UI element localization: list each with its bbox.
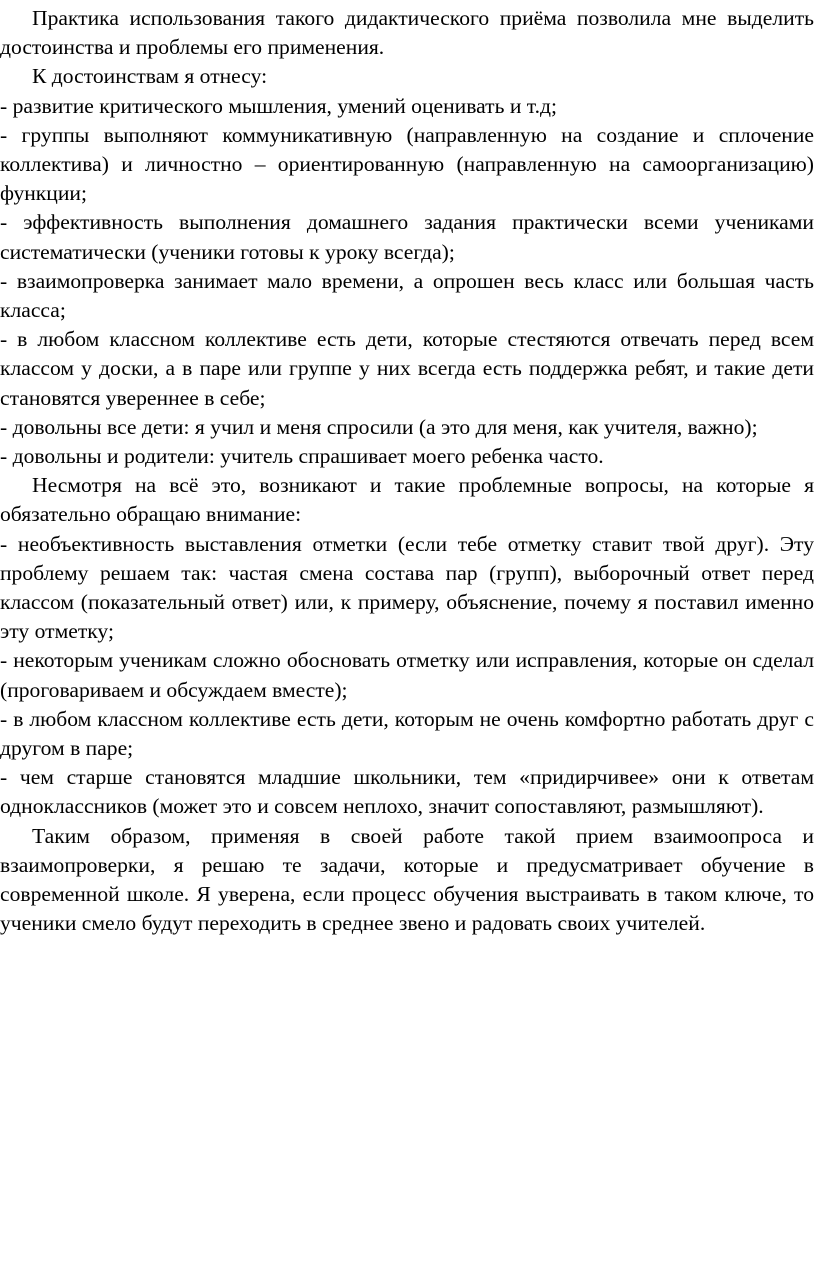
list-item-problem: - необъективность выставления отметки (если тебе отметку ставит твой друг). Эту проблему решаем так: частая смена состава пар (групп), выборочный ответ перед классом (показательный ответ) или, к примеру, объяснение, почему я поставил именно эту отметку;	[0, 531, 814, 644]
list-item-advantage: - довольны все дети: я учил и меня спросили (а это для меня, как учителя, важно);	[0, 414, 758, 439]
list-item-advantage: - эффективность выполнения домашнего задания практически всеми учениками систематически (ученики готовы к уроку всегда);	[0, 210, 814, 264]
list-item-advantage: - взаимопроверка занимает мало времени, а опрошен весь класс или большая часть класса;	[0, 268, 814, 323]
paragraph-intro: Практика использования такого дидактического приёма позволила мне выделить достоинства и проблемы его применения.	[0, 6, 814, 60]
paragraph-advantages-heading: К достоинствам я отнесу:	[32, 64, 268, 89]
list-item-advantage: - довольны и родители: учитель спрашивает моего ребенка часто.	[0, 444, 604, 469]
paragraph-conclusion: Таким образом, применяя в своей работе такой прием взаимоопроса и взаимопроверки, я решаю те задачи, которые и предусматривает обучение в современной школе. Я уверена, если процесс обучения выстраивать в таком ключе, то ученики смело будут переходить в среднее звено и радовать своих учителей.	[0, 823, 814, 936]
list-item-problem: - некоторым ученикам сложно обосновать отметку или исправления, которые он сделал (проговариваем и обсуждаем вместе);	[0, 648, 814, 702]
list-item-problem: - в любом классном коллективе есть дети, которым не очень комфортно работать друг с другом в паре;	[0, 706, 814, 761]
document-body	[0, 4, 814, 939]
list-item-advantage: - развитие критического мышления, умений оценивать и т.д;	[0, 93, 557, 118]
paragraph-problems-heading: Несмотря на всё это, возникают и такие проблемные вопросы, на которые я обязательно обращаю внимание:	[0, 473, 814, 527]
list-item-problem: - чем старше становятся младшие школьники, тем «придирчивее» они к ответам одноклассников (может это и совсем неплохо, значит сопоставляют, размышляют).	[0, 765, 814, 819]
list-item-advantage: - группы выполняют коммуникативную (направленную на создание и сплочение коллектива) и личностно – ориентированную (направленную на самоорганизацию) функции;	[0, 122, 814, 206]
list-item-advantage: - в любом классном коллективе есть дети, которые стестяются отвечать перед всем классом у доски, а в паре или группе у них всегда есть поддержка ребят, и такие дети становятся увереннее в себе;	[0, 327, 814, 410]
